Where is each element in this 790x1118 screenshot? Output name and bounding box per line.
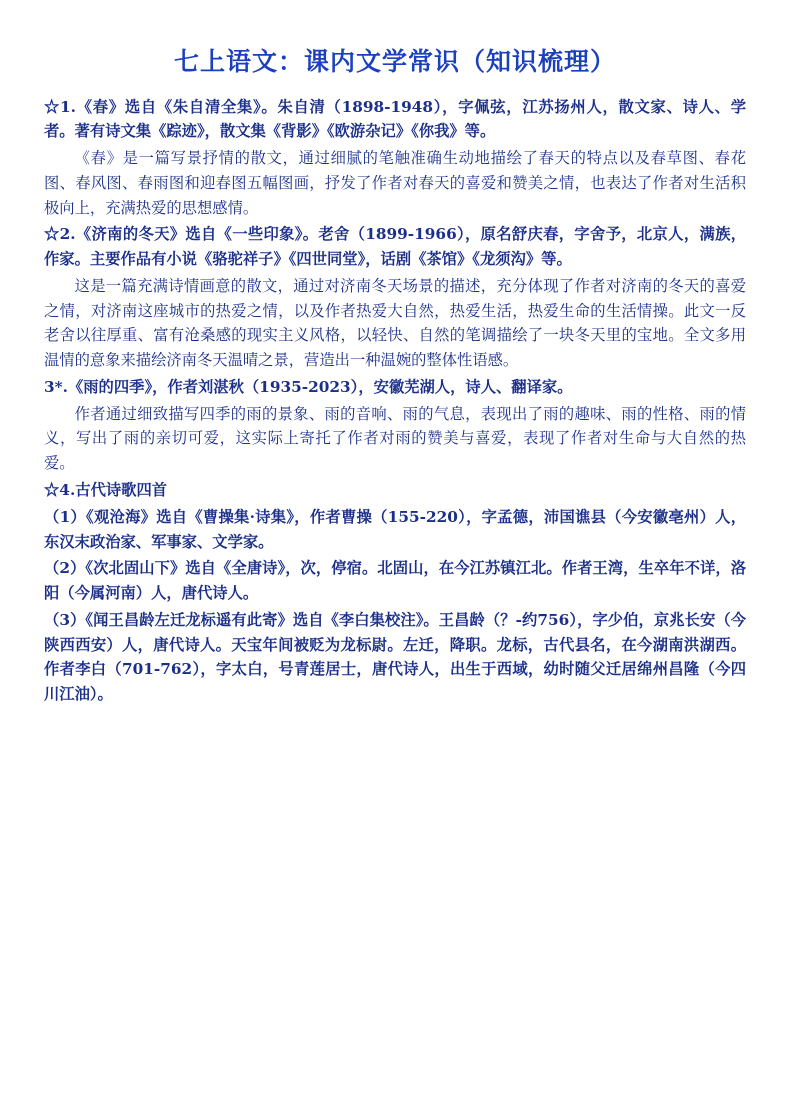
section-1-heading: ☆1.《春》选自《朱自清全集》。朱自清（1898-1948），字佩弦，江苏扬州人，散文家、诗人、学者。著有诗文集《踪迹》，散文集《背影》《欧游杂记》《你我》等。: [44, 97, 746, 141]
section-1-body: 《春》是一篇写景抒情的散文，通过细腻的笔触准确生动地描绘了春天的特点以及春草图、春花图、春风图、春雨图和迎春图五幅图画，抒发了作者对春天的喜爱和赞美之情，也表达了作者对生活积极向上，充满热爱的思想感情。: [44, 149, 746, 217]
section-3-body: 作者通过细致描写四季的雨的景象、雨的音响、雨的气息，表现出了雨的趣味、雨的性格、雨的情义，写出了雨的亲切可爱，这实际上寄托了作者对雨的赞美与喜爱，表现了作者对生命与大自然的热爱。: [44, 404, 746, 473]
section-2-body: 这是一篇充满诗情画意的散文，通过对济南冬天场景的描述，充分体现了作者对济南的冬天的喜爱之情，对济南这座城市的热爱之情，以及作者热爱大自然，热爱生活，热爱生命的生活情操。此文一反老舍以往厚重、富有沧桑感的现实主义风格，以轻快、自然的笔调描绘了一块冬天里的宝地。全文多用温情的意象来描绘济南冬天温晴之景，营造出一种温婉的整体性语感。: [44, 276, 746, 370]
poem-item-2: （2）《次北固山下》选自《全唐诗》，次，停宿。北固山，在今江苏镇江北。作者王湾，生卒年不详，洛阳（今属河南）人，唐代诗人。: [44, 559, 746, 603]
section-3-heading: 3*.《雨的四季》，作者刘湛秋（1935-2023），安徽芜湖人，诗人、翻译家。: [44, 377, 573, 396]
section-item-2: [44, 222, 746, 373]
poem-section-heading: ☆4.古代诗歌四首: [44, 480, 168, 499]
section-item-1: [44, 95, 746, 221]
page-title: 七上语文：课内文学常识（知识梳理）: [173, 47, 616, 76]
poem-item-3: （3）《闻王昌龄左迁龙标遥有此寄》选自《李白集校注》。王昌龄（？-约756），字少伯，京兆长安（今陕西西安）人，唐代诗人。天宝年间被贬为龙标尉。左迁，降职。龙标，古代县名，在今湖南洪湖西。作者李白（701-762），字太白，号青莲居士，唐代诗人，出生于西域，幼时随父迁居绵州昌隆（今四川江油）。: [44, 610, 746, 704]
section-2-heading: ☆2.《济南的冬天》选自《一些印象》。老舍（1899-1966），原名舒庆春，字舍予，北京人，满族，作家。主要作品有小说《骆驼祥子》《四世同堂》，话剧《茶馆》《龙须沟》等。: [44, 225, 746, 269]
poem-item-1: （1）《观沧海》选自《曹操集·诗集》，作者曹操（155-220），字孟德，沛国谯县（今安徽亳州）人，东汉末政治家、军事家、文学家。: [44, 507, 746, 551]
poem-section: [44, 478, 746, 707]
section-item-3: [44, 375, 746, 476]
